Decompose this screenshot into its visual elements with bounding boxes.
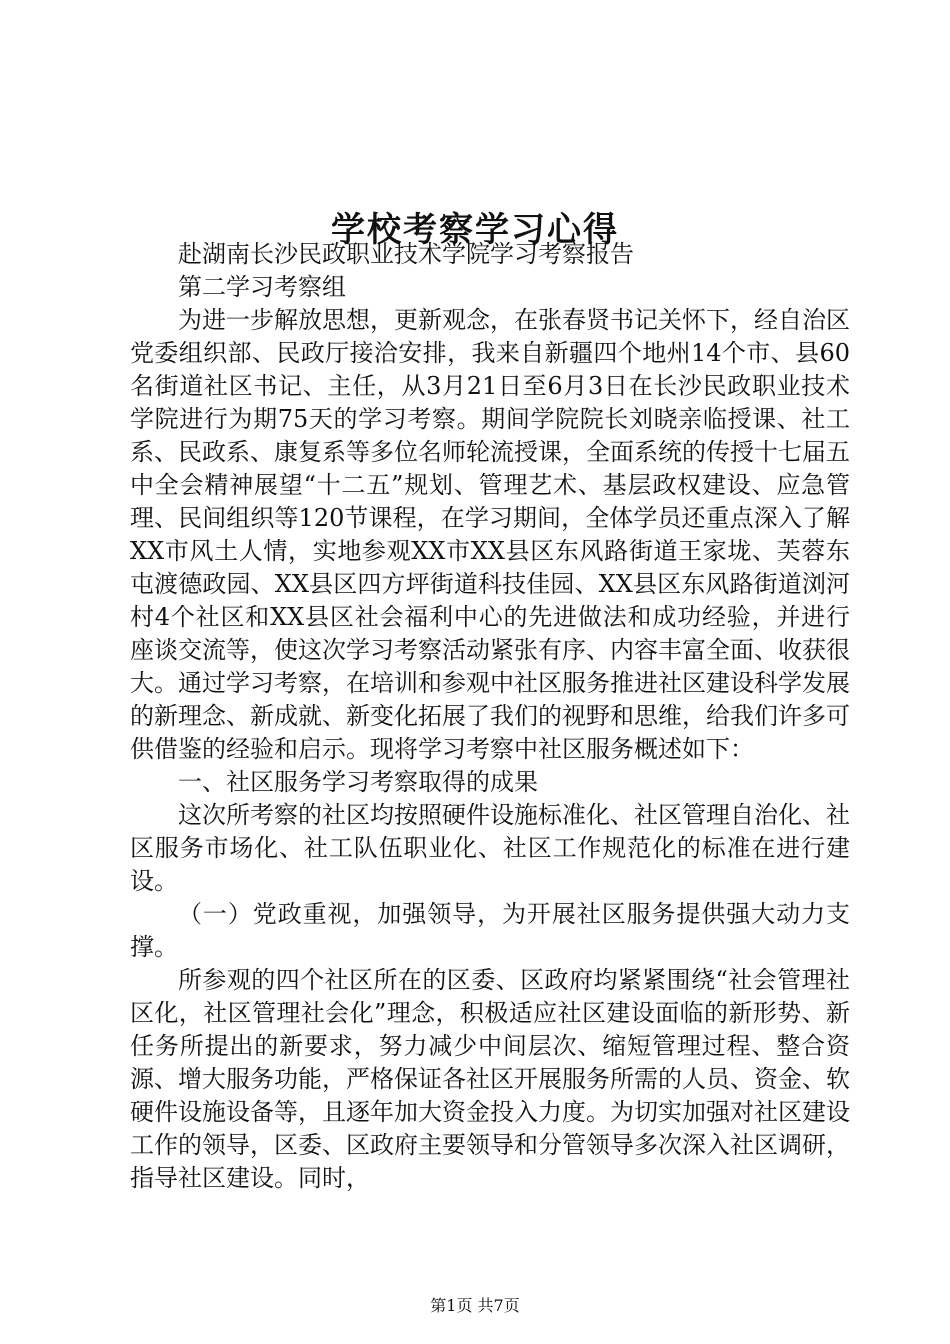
body-paragraph: 所参观的四个社区所在的区委、区政府均紧紧围绕“社会管理社区化，社区管理社会化”理念，积极适应社区建设面临的新形势、新任务所提出的新要求，努力减少中间层次、缩短管理过程、整合资源、增大服务功能，严格保证各社区开展服务所需的人员、资金、软硬件设施设备等，且逐年加大资金投入力度。为切实加强对社区建设工作的领导，区委、区政府主要领导和分管领导多次深入社区调研，指导社区建设。同时， <box>130 966 850 1192</box>
section-heading: 一、社区服务学习考察取得的成果 <box>178 768 538 796</box>
report-heading-line: 赴湖南长沙民政职业技术学院学习考察报告 <box>178 240 634 268</box>
intro-paragraph: 为进一步解放思想，更新观念，在张春贤书记关怀下，经自治区党委组织部、民政厅接洽安排，我来自新疆四个地州14个市、县60名街道社区书记、主任，从3月21日至6月3日在长沙民政职业技术学院进行为期75天的学习考察。期间学院院长刘晓亲临授课、社工系、民政系、康复系等多位名师轮流授课，全面系统的传授十七届五中全会精神展望“十二五”规划、管理艺术、基层政权建设、应急管理、民间组织等120节课程，在学习期间，全体学员还重点深入了解XX市风土人情，实地参观XX市XX县区东风路街道王家垅、芙蓉东屯渡德政园、XX县区四方坪街道科技佳园、XX县区东风路街道浏河村4个社区和XX县区社会福利中心的先进做法和成功经验，并进行座谈交流等，使这次学习考察活动紧张有序、内容丰富全面、收获很大。通过学习考察，在培训和参观中社区服务推进社区建设科学发展的新理念、新成就、新变化拓展了我们的视野和思维，给我们许多可供借鉴的经验和启示。现将学习考察中社区服务概述如下： <box>130 306 850 763</box>
body-paragraph: 这次所考察的社区均按照硬件设施标准化、社区管理自治化、社区服务市场化、社工队伍职业化、社区工作规范化的标准在进行建设。 <box>130 801 850 895</box>
document-title: 学校考察学习心得 <box>331 209 619 250</box>
document-body <box>130 238 850 1195</box>
page-number-footer: 第1页 共7页 <box>430 1296 520 1315</box>
group-name-line: 第二学习考察组 <box>178 273 346 301</box>
subsection-heading: （一）党政重视，加强领导，为开展社区服务提供强大动力支撑。 <box>130 900 850 961</box>
